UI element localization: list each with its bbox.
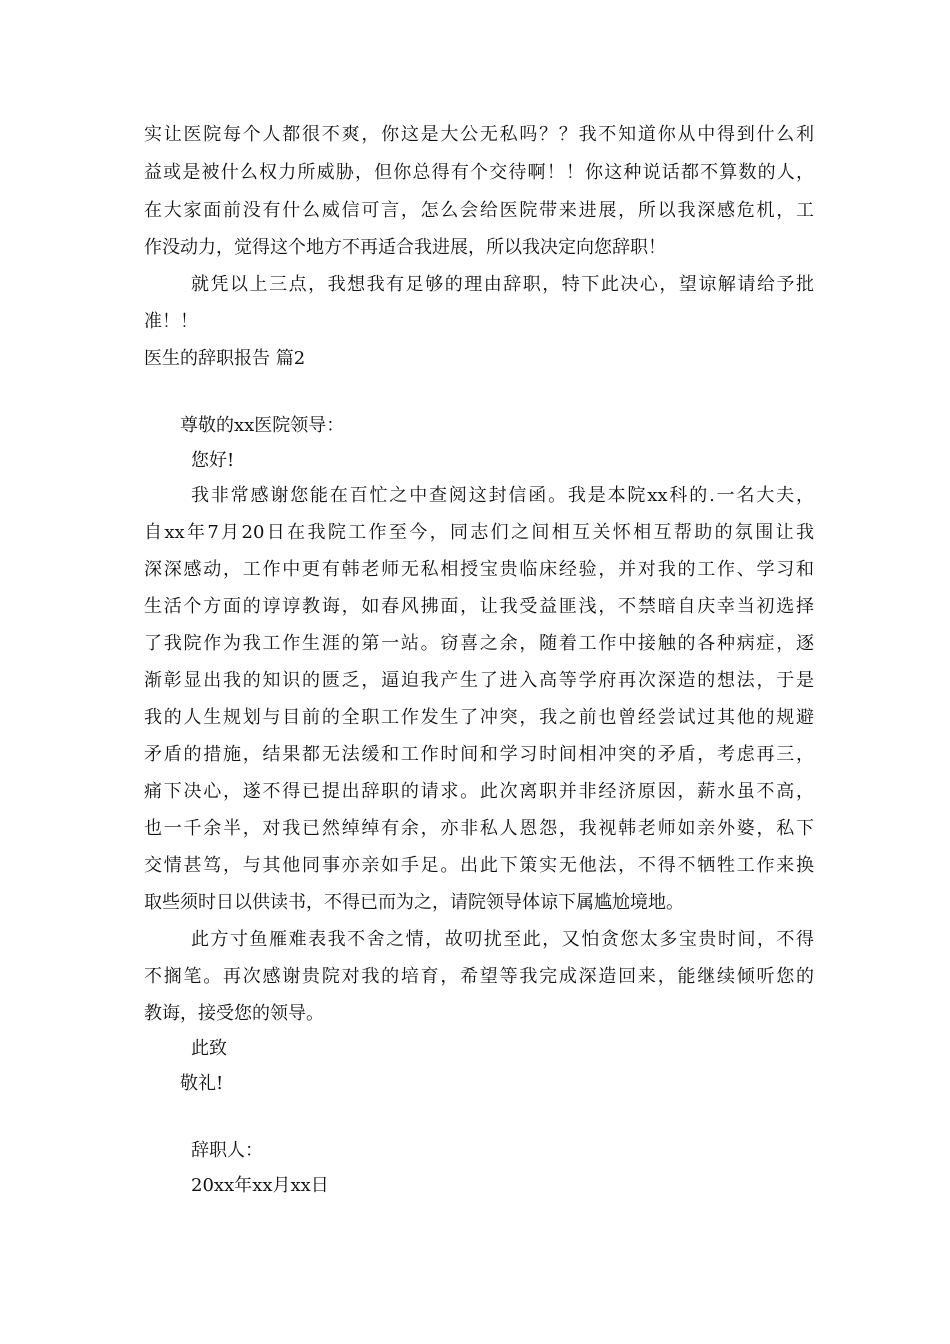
text-line: 矛盾的措施，结果都无法缓和工作时间和学习时间相冲突的矛盾，考虑再三， <box>144 744 814 765</box>
section-title: 医生的辞职报告 篇2 <box>144 348 306 369</box>
text-line: 教诲，接受您的领导。 <box>144 1003 324 1024</box>
closing-line: 敬礼! <box>180 1073 224 1094</box>
text-line: 也一千余半，对我已然绰绰有余，亦非私人恩怨，我视韩老师如亲外婆，私下 <box>144 818 814 839</box>
text-line: 我的人生规划与目前的全职工作发生了冲突，我之前也曾经尝试过其他的规避 <box>144 707 814 728</box>
text-line: 不搁笔。再次感谢贵院对我的培育，希望等我完成深造回来，能继续倾听您的 <box>144 966 814 987</box>
date-line: 20xx年xx月xx日 <box>191 1175 329 1196</box>
text-line: 此方寸鱼雁难表我不舍之情，故叨扰至此，又怕贪您太多宝贵时间，不得 <box>191 929 814 950</box>
text-line: 在大家面前没有什么威信可言，怎么会给医院带来进展，所以我深感危机，工 <box>144 200 814 221</box>
text-line: 我非常感谢您能在百忙之中查阅这封信函。我是本院xx科的.一名大夫， <box>191 485 814 506</box>
text-line: 交情甚笃，与其他同事亦亲如手足。出此下策实无他法，不得不牺牲工作来换 <box>144 855 814 876</box>
text-line: 渐彰显出我的知识的匮乏，逼迫我产生了进入高等学府再次深造的想法，于是 <box>144 670 814 691</box>
greeting: 您好! <box>191 450 235 471</box>
text-line: 痛下决心，遂不得已提出辞职的请求。此次离职并非经济原因，薪水虽不高， <box>144 781 814 802</box>
salutation: 尊敬的xx医院领导： <box>180 415 345 436</box>
text-line: 自xx年7月20日在我院工作至今，同志们之间相互关怀相互帮助的氛围让我 <box>144 522 814 543</box>
text-line: 了我院作为我工作生涯的第一站。窃喜之余，随着工作中接触的各种病症，逐 <box>144 633 814 654</box>
text-line: 生活个方面的谆谆教诲，如春风拂面，让我受益匪浅，不禁暗自庆幸当初选择 <box>144 596 814 617</box>
text-line: 实让医院每个人都很不爽，你这是大公无私吗？？我不知道你从中得到什么利 <box>144 124 814 145</box>
text-line: 深深感动，工作中更有韩老师无私相授宝贵临床经验，并对我的工作、学习和 <box>144 559 814 580</box>
text-line: 益或是被什么权力所威胁，但你总得有个交待啊！！你这种说话都不算数的人， <box>144 162 814 183</box>
text-line: 准！！ <box>144 311 198 332</box>
text-line: 就凭以上三点，我想我有足够的理由辞职，特下此决心，望谅解请给予批 <box>191 274 814 295</box>
text-line: 取些须时日以供读书，不得已而为之，请院领导体谅下属尴尬境地。 <box>144 892 684 913</box>
closing-line: 此致 <box>191 1038 227 1059</box>
signature-label: 辞职人： <box>191 1140 263 1161</box>
text-line: 作没动力，觉得这个地方不再适合我进展，所以我决定向您辞职！ <box>144 237 666 258</box>
